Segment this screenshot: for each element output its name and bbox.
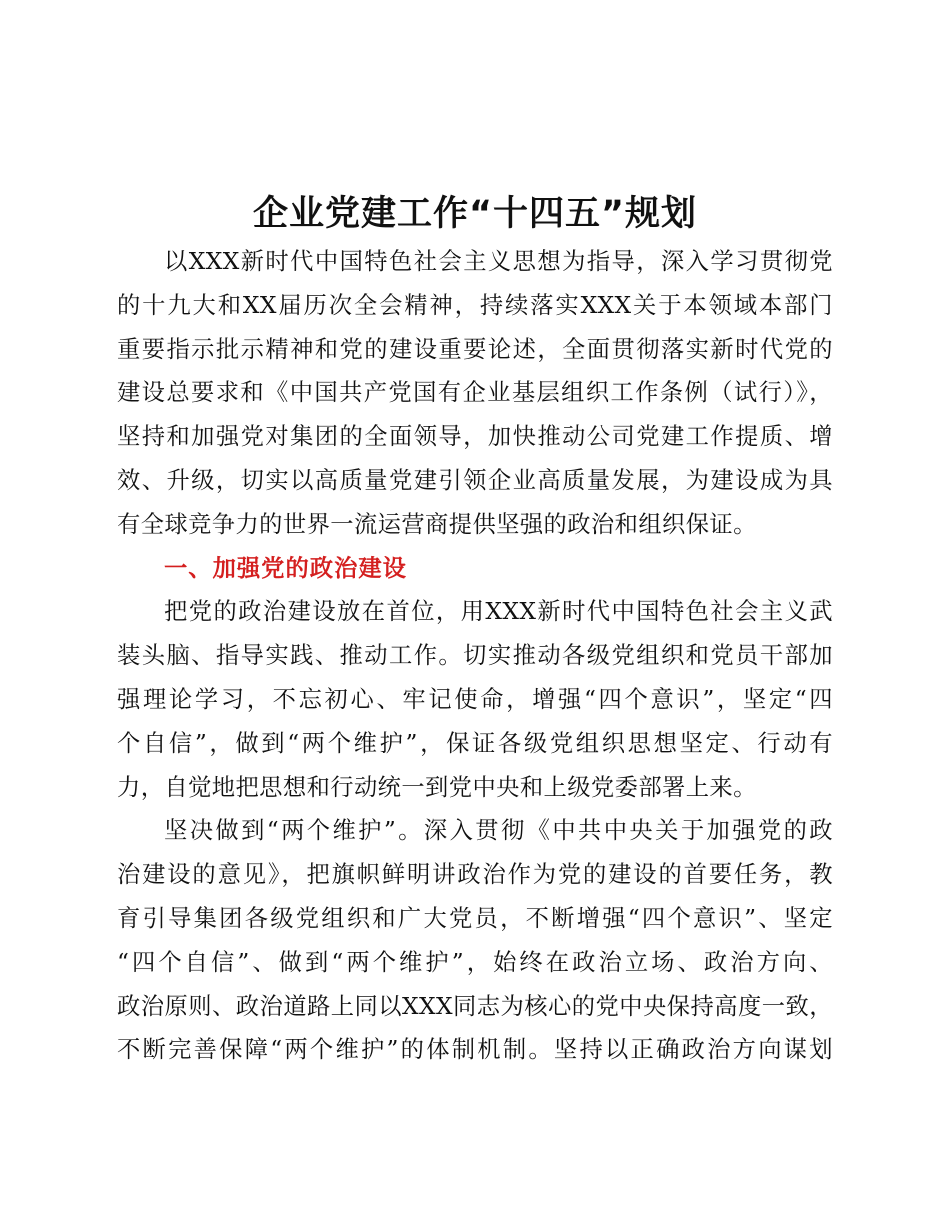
paragraph-line: 有全球竞争力的世界一流运营商提供坚强的政治和组织保证。 [117,510,757,538]
paragraph-line: 的十九大和XX届历次全会精神，持续落实XXX关于本领域本部门 [117,291,833,319]
paragraph-line: 力，自觉地把思想和行动统一到党中央和上级党委部署上来。 [117,773,757,801]
paragraph-line: 坚持和加强党对集团的全面领导，加快推动公司党建工作提质、增 [117,423,833,451]
section-1-paragraph-2 [117,809,833,1072]
paragraph-line: 强理论学习，不忘初心、牢记使命，增强“四个意识”，坚定“四 [117,685,833,713]
paragraph-line: 治建设的意见》，把旗帜鲜明讲政治作为党的建设的首要任务，教 [117,861,833,889]
paragraph-line: 育引导集团各级党组织和广大党员，不断增强“四个意识”、坚定 [117,904,833,932]
paragraph-line: 坚决做到“两个维护”。深入贯彻《中共中央关于加强党的政 [164,817,833,845]
section-heading: 一、加强党的政治建设 [164,554,407,582]
paragraph-line: 效、升级，切实以高质量党建引领企业高质量发展，为建设成为具 [117,466,833,494]
paragraph-line: “四个自信”、做到“两个维护”，始终在政治立场、政治方向、 [117,948,833,976]
intro-paragraph [117,240,833,547]
paragraph-line: 装头脑、指导实践、推动工作。切实推动各级党组织和党员干部加 [117,642,833,670]
paragraph-line: 以XXX新时代中国特色社会主义思想为指导，深入学习贯彻党 [164,248,833,275]
document-body [117,240,833,1072]
section-1-paragraph-1 [117,590,833,809]
paragraph-line: 建设总要求和《中国共产党国有企业基层组织工作条例（试行）》， [117,379,833,407]
page-title: 企业党建工作“十四五”规划 [252,194,697,235]
paragraph-line: 把党的政治建设放在首位，用XXX新时代中国特色社会主义武 [164,598,833,626]
paragraph-line: 重要指示批示精神和党的建设重要论述，全面贯彻落实新时代党的 [117,335,833,363]
paragraph-line: 个自信”，做到“两个维护”，保证各级党组织思想坚定、行动有 [117,729,833,757]
paragraph-line: 政治原则、政治道路上同以XXX同志为核心的党中央保持高度一致， [117,992,833,1020]
paragraph-line: 不断完善保障“两个维护”的体制机制。坚持以正确政治方向谋划 [117,1036,833,1064]
